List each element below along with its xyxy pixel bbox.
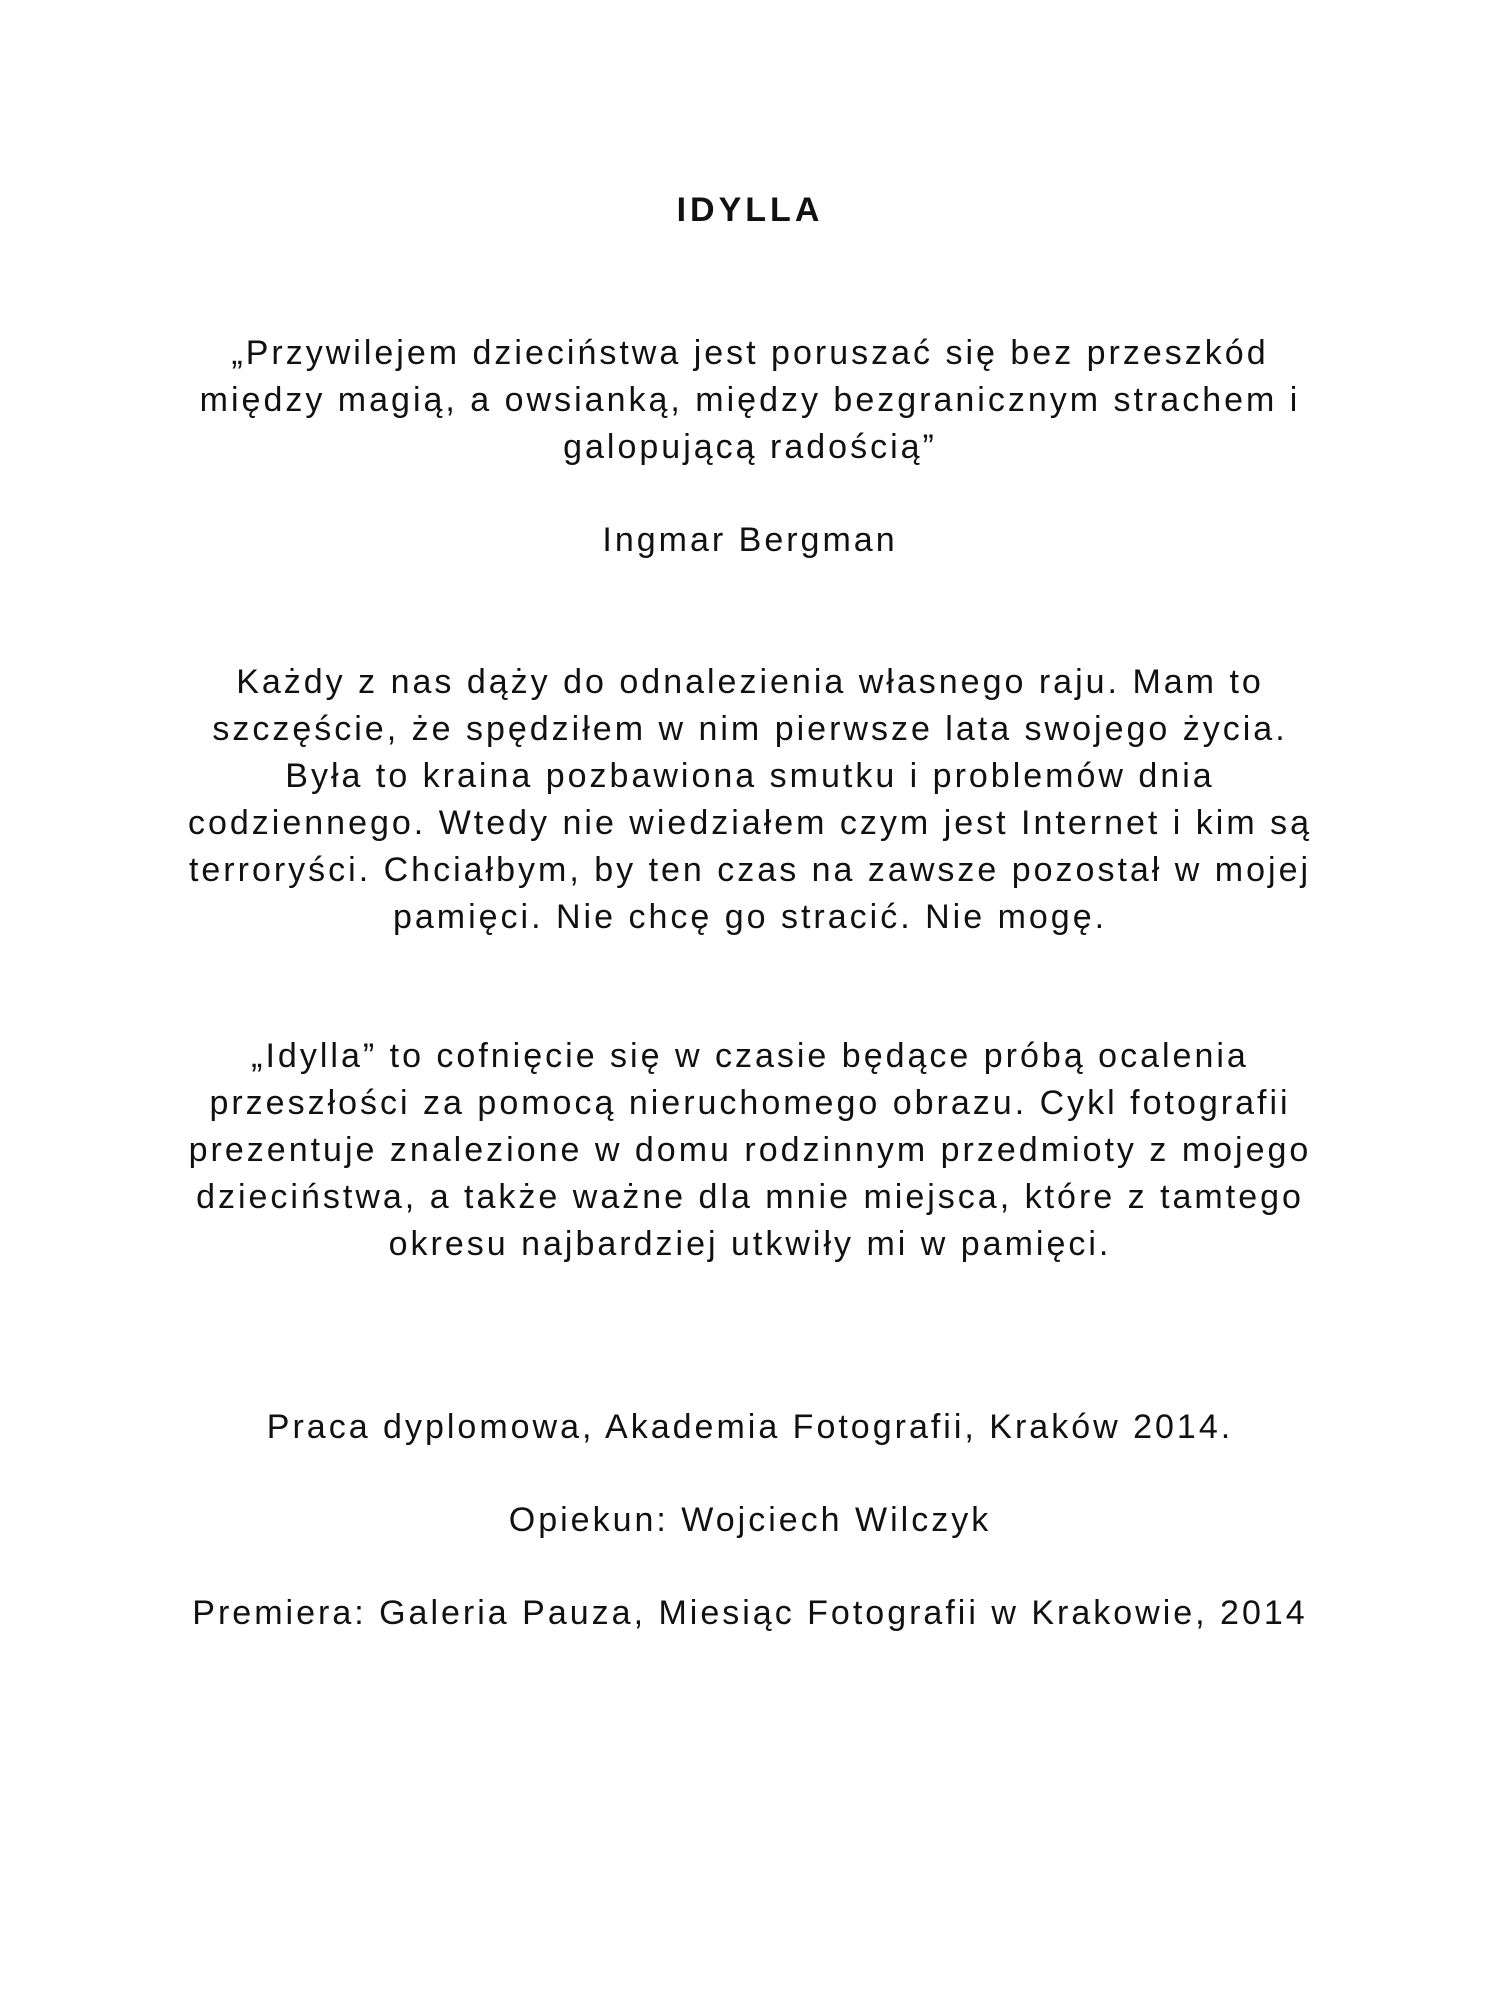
supervisor-credit: Opiekun: Wojciech Wilczyk bbox=[508, 1501, 992, 1539]
paragraph-line: szczęście, że spędziłem w nim pierwsze lata swojego życia. bbox=[212, 710, 1288, 748]
premiere-credit: Premiera: Galeria Pauza, Miesiąc Fotografii w Krakowie, 2014 bbox=[192, 1594, 1308, 1632]
paragraph-line: prezentuje znalezione w domu rodzinnym przedmioty z mojego bbox=[188, 1131, 1312, 1169]
paragraph-line: codziennego. Wtedy nie wiedziałem czym jest Internet i kim są bbox=[187, 804, 1313, 842]
paragraph-line: przeszłości za pomocą nieruchomego obrazu. Cykl fotografii bbox=[209, 1084, 1291, 1122]
page-title: IDYLLA bbox=[676, 191, 824, 229]
quote-line: galopującą radością” bbox=[563, 428, 937, 466]
quote-line: między magią, a owsianką, między bezgranicznym strachem i bbox=[199, 381, 1301, 419]
paragraph-line: okresu najbardziej utkwiły mi w pamięci. bbox=[388, 1225, 1112, 1263]
description-paragraph bbox=[0, 1033, 1500, 1268]
paragraph-line: terroryści. Chciałbym, by ten czas na zawsze pozostał w mojej bbox=[188, 851, 1312, 889]
quote-line: „Przywilejem dzieciństwa jest poruszać się bez przeszkód bbox=[231, 334, 1269, 372]
quote-author: Ingmar Bergman bbox=[602, 521, 898, 559]
thesis-credit: Praca dyplomowa, Akademia Fotografii, Kraków 2014. bbox=[266, 1408, 1234, 1446]
paragraph-line: pamięci. Nie chcę go stracić. Nie mogę. bbox=[392, 898, 1108, 936]
intro-paragraph bbox=[0, 659, 1500, 941]
paragraph-line: Była to kraina pozbawiona smutku i problemów dnia bbox=[285, 757, 1215, 795]
paragraph-line: Każdy z nas dąży do odnalezienia własnego raju. Mam to bbox=[236, 663, 1264, 701]
paragraph-line: dzieciństwa, a także ważne dla mnie miejsca, które z tamtego bbox=[196, 1178, 1304, 1216]
paragraph-line: „Idylla” to cofnięcie się w czasie będące próbą ocalenia bbox=[251, 1037, 1249, 1075]
epigraph-quote bbox=[0, 330, 1500, 471]
